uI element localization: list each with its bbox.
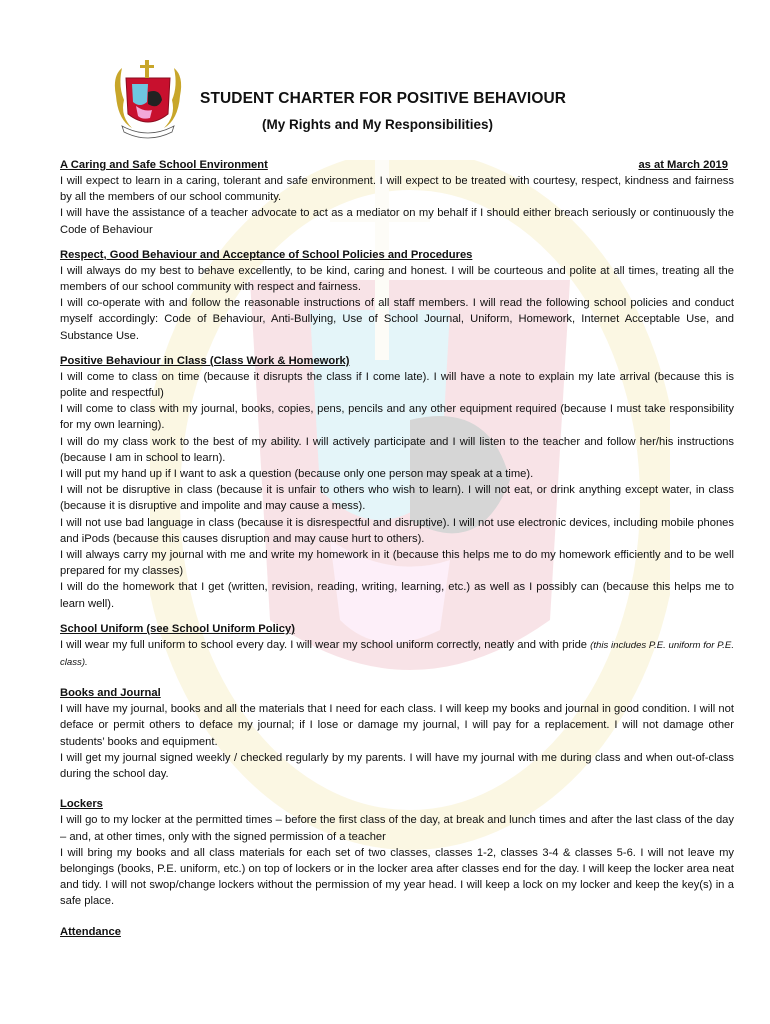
- school-crest-logo: [108, 56, 188, 142]
- section-paragraph: I will not use bad language in class (because it is disrespectful and disruptive). I will not use electronic devices, including mobile phones and iPods (because this causes disruption and may cause hurt to others).: [60, 516, 734, 545]
- section-caring-safe-environment: [60, 157, 734, 238]
- charter-sections: [60, 157, 734, 949]
- section-paragraph: I will get my journal signed weekly / checked regularly by my parents. I will have my journal with me during class and when out-of-class during the school day.: [60, 751, 734, 781]
- section-school-uniform: [60, 621, 734, 671]
- page-title: STUDENT CHARTER FOR POSITIVE BEHAVIOUR: [200, 90, 567, 107]
- section-paragraph: I will bring my books and all class materials for each set of two classes, classes 1-2, classes 3-4 & classes 5-6. I will not leave my belongings (books, P.E. uniform, etc.) on top of lockers or in the locker area after classes end for the day. I will keep the locker area neat and tidy. I will not swop/change lockers without the permission of my year head. I will keep a lock on my locker and keep the key(s) in a safe place.: [60, 846, 734, 908]
- section-heading: School Uniform (see School Uniform Policy): [60, 622, 295, 635]
- section-attendance: [60, 924, 734, 940]
- section-paragraph: I will not be disruptive in class (because it is unfair to others who wish to learn). I will not eat, or drink anything except water, in class (because it is disruptive and impolite and may cause a mess).: [60, 484, 734, 513]
- section-paragraph: I will co-operate with and follow the reasonable instructions of all staff members. I will read the following school policies and conduct myself accordingly: Code of Behaviour, Anti-Bullying, Use of School Journal, Uniform, Homework, Internet Acceptable Use, and Substance Use.: [60, 297, 734, 342]
- section-positive-behaviour-in-class: [60, 353, 734, 612]
- section-lockers: [60, 796, 734, 909]
- section-paragraph: I will go to my locker at the permitted times – before the first class of the day, at break and lunch times and after the last class of the day – and, at other times, only with the signed permission of a teacher: [60, 814, 734, 843]
- section-paragraph: I will wear my full uniform to school every day. I will wear my school uniform correctly, neatly and with pride: [60, 638, 588, 651]
- section-heading: Respect, Good Behaviour and Acceptance of School Policies and Procedures: [60, 248, 473, 261]
- section-paragraph: I will come to class with my journal, books, copies, pens, pencils and any other equipment required (because I must take responsibility for my own learning).: [60, 403, 734, 432]
- section-paragraph: I will have my journal, books and all the materials that I need for each class. I will keep my books and journal in good condition. I will not deface or permit others to deface my journal; if I lose or damage my journal, I will pay for a replacement. I will not damage other students’ books and equipment.: [60, 703, 734, 748]
- section-paragraph: I will have the assistance of a teacher advocate to act as a mediator on my behalf if I should either breach seriously or continuously the Code of Behaviour: [60, 207, 734, 236]
- section-paragraph: I will always do my best to behave excellently, to be kind, caring and honest. I will be courteous and polite at all times, treating all the members of our school community with respect and fairness.: [60, 264, 734, 294]
- section-paragraph: I will put my hand up if I want to ask a question (because only one person may speak at a time).: [60, 468, 534, 481]
- section-heading: Books and Journal: [60, 687, 161, 700]
- section-books-and-journal: [60, 685, 734, 782]
- page-subtitle: (My Rights and My Responsibilities): [262, 117, 494, 132]
- charter-date: as at March 2019: [638, 159, 728, 171]
- section-heading: Positive Behaviour in Class (Class Work & Homework): [60, 354, 350, 367]
- section-paragraph: I will do my class work to the best of my ability. I will actively participate and I will listen to the teacher and follow her/his instructions (because I am in school to learn).: [60, 435, 734, 464]
- section-heading: Attendance: [60, 925, 121, 938]
- section-paragraph: I will always carry my journal with me and write my homework in it (because this helps me to do my homework efficiently and to be well prepared for my classes): [60, 549, 734, 578]
- section-paragraph: I will do the homework that I get (written, revision, reading, writing, learning, etc.) as well as I possibly can (because this helps me to learn well).: [60, 581, 734, 610]
- section-heading: Lockers: [60, 798, 103, 811]
- section-paragraph: I will expect to learn in a caring, tolerant and safe environment. I will expect to be treated with courtesy, respect, kindness and fairness by all the members of our school community.: [60, 175, 734, 204]
- uniform-note: (this includes P.E. uniform for P.E. class).: [60, 639, 734, 669]
- section-heading: A Caring and Safe School Environment: [60, 159, 268, 171]
- section-paragraph: I will come to class on time (because it disrupts the class if I come late). I will have a note to explain my late arrival (because this is polite and respectful): [60, 370, 734, 400]
- section-respect-good-behaviour: [60, 247, 734, 344]
